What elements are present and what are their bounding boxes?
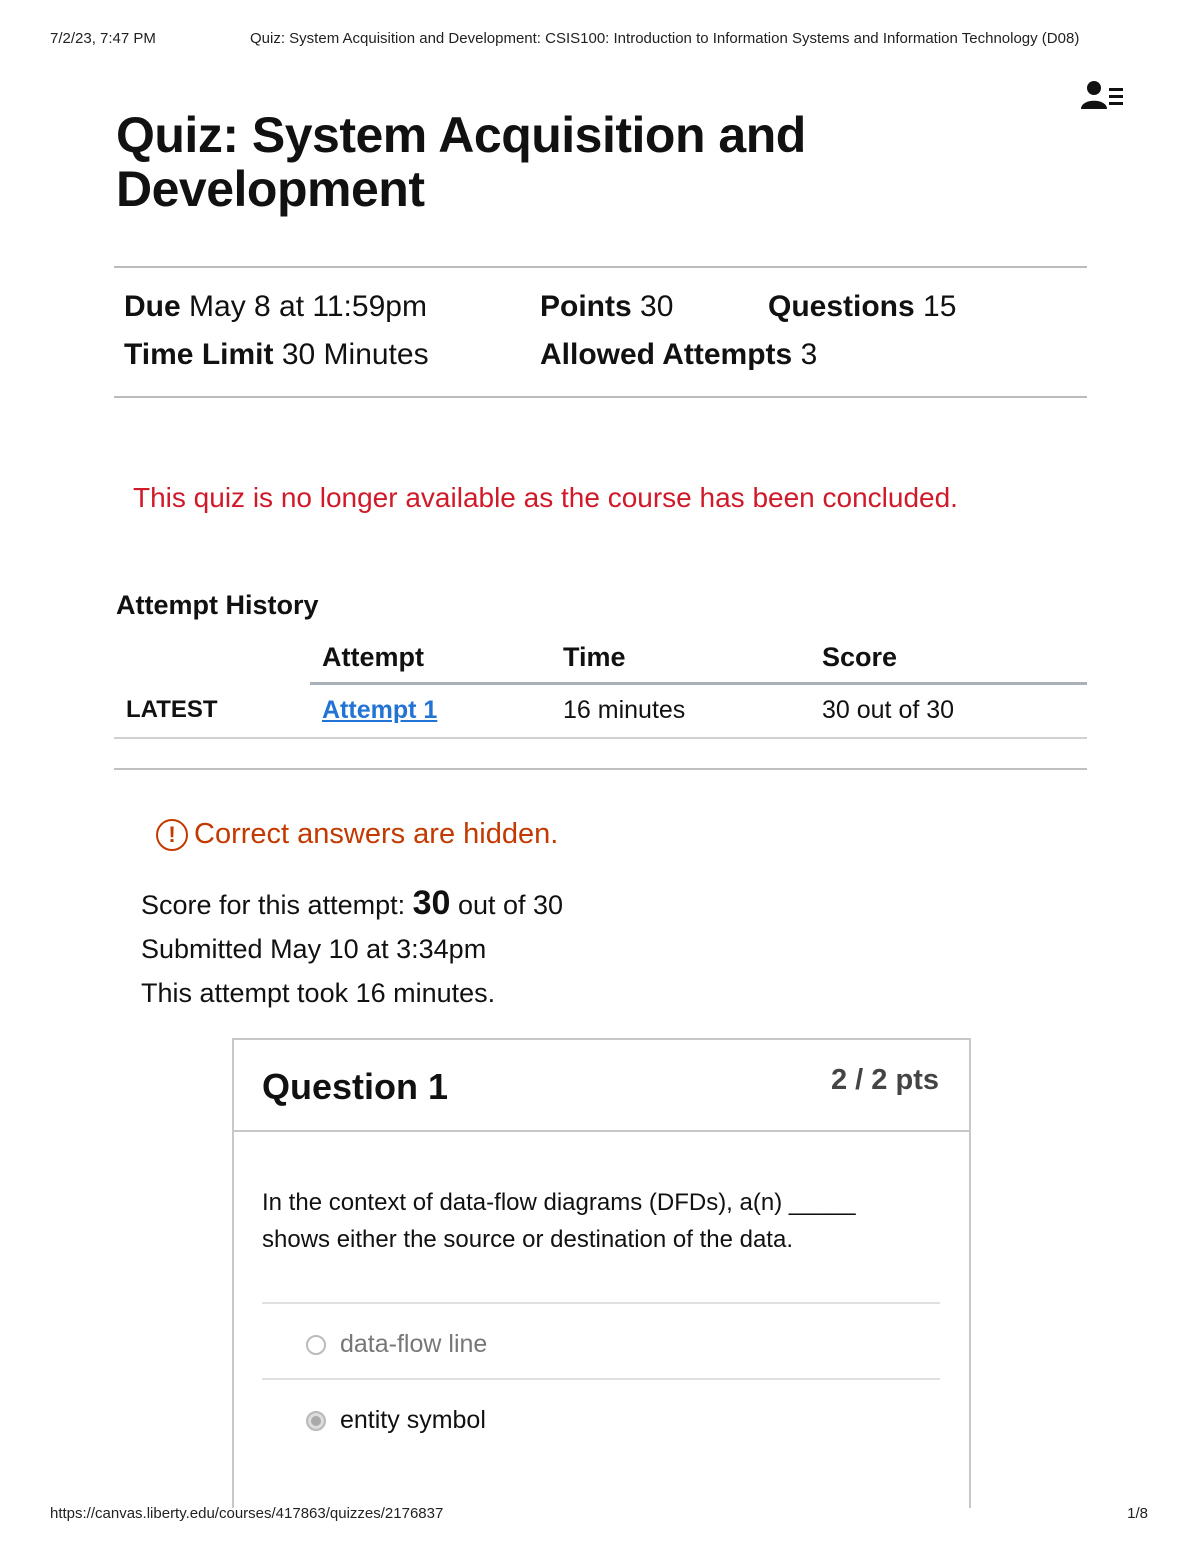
time-limit: [124, 338, 429, 372]
duration-line: This attempt took 16 minutes.: [141, 978, 496, 1008]
divider: [114, 266, 1087, 268]
points-value: 30: [640, 290, 674, 323]
due-label: Due: [124, 290, 181, 323]
question-card: [232, 1038, 971, 1508]
question-header: [234, 1040, 969, 1132]
print-date: 7/2/23, 7:47 PM: [50, 30, 156, 47]
page-title: [116, 108, 876, 216]
exclamation-circle-icon: !: [156, 819, 188, 851]
question-title: Question 1: [262, 1066, 449, 1107]
score-value: 30: [412, 884, 451, 922]
column-header-score: Score: [822, 642, 898, 672]
answer-divider: [262, 1378, 940, 1380]
page-title-line2: Development: [116, 161, 425, 217]
time-limit-label: Time Limit: [124, 338, 274, 371]
radio-empty-icon[interactable]: [306, 1335, 326, 1355]
print-url: https://canvas.liberty.edu/courses/417863/quizzes/2176837: [50, 1505, 444, 1522]
questions-value: 15: [923, 290, 957, 323]
attempt-1-link[interactable]: Attempt 1: [322, 696, 438, 724]
answer-option-selected[interactable]: [306, 1406, 486, 1435]
attempt-score: 30 out of 30: [822, 696, 955, 724]
score-suffix: out of 30: [450, 890, 564, 920]
answer-option[interactable]: [306, 1330, 487, 1359]
column-header-attempt: Attempt: [322, 642, 424, 672]
table-header-divider: [310, 682, 1087, 685]
attempt-history-heading: Attempt History: [116, 590, 319, 620]
divider: [114, 768, 1087, 770]
column-header-time: Time: [563, 642, 626, 672]
due-date: [124, 290, 427, 324]
attempt-score-line: [141, 884, 563, 923]
print-page-title: Quiz: System Acquisition and Development: CSIS100: Introduction to Information Systems and Information Technology (D08): [250, 30, 1080, 47]
question-points: 2 / 2 pts: [831, 1064, 939, 1096]
radio-selected-icon[interactable]: [306, 1411, 326, 1431]
questions-count: [768, 290, 956, 324]
table-row-divider: [114, 737, 1087, 739]
page-title-line1: Quiz: System Acquisition and: [116, 107, 806, 163]
answers-hidden-notice: [156, 818, 558, 851]
allowed-attempts: [540, 338, 817, 372]
score-prefix: Score for this attempt:: [141, 890, 413, 920]
latest-badge: LATEST: [126, 696, 218, 723]
attempt-time: 16 minutes: [563, 696, 686, 724]
unavailable-message: This quiz is no longer available as the course has been concluded.: [133, 482, 958, 513]
allowed-attempts-label: Allowed Attempts: [540, 338, 793, 371]
questions-label: Questions: [768, 290, 915, 323]
answer-label: entity symbol: [340, 1406, 486, 1434]
user-list-icon[interactable]: [1080, 80, 1124, 110]
points-label: Points: [540, 290, 632, 323]
question-text: In the context of data-flow diagrams (DFDs), a(n) _____ shows either the source or destination of the data.: [262, 1189, 856, 1253]
answers-hidden-text: Correct answers are hidden.: [194, 818, 559, 850]
allowed-attempts-value: 3: [800, 338, 818, 371]
answer-divider: [262, 1302, 940, 1304]
print-page-number: 1/8: [1127, 1505, 1148, 1522]
answer-label: data-flow line: [340, 1330, 488, 1358]
points: [540, 290, 673, 324]
divider: [114, 396, 1087, 398]
submitted-line: Submitted May 10 at 3:34pm: [141, 934, 487, 964]
time-limit-value: 30 Minutes: [281, 338, 429, 371]
due-value: May 8 at 11:59pm: [189, 290, 427, 323]
